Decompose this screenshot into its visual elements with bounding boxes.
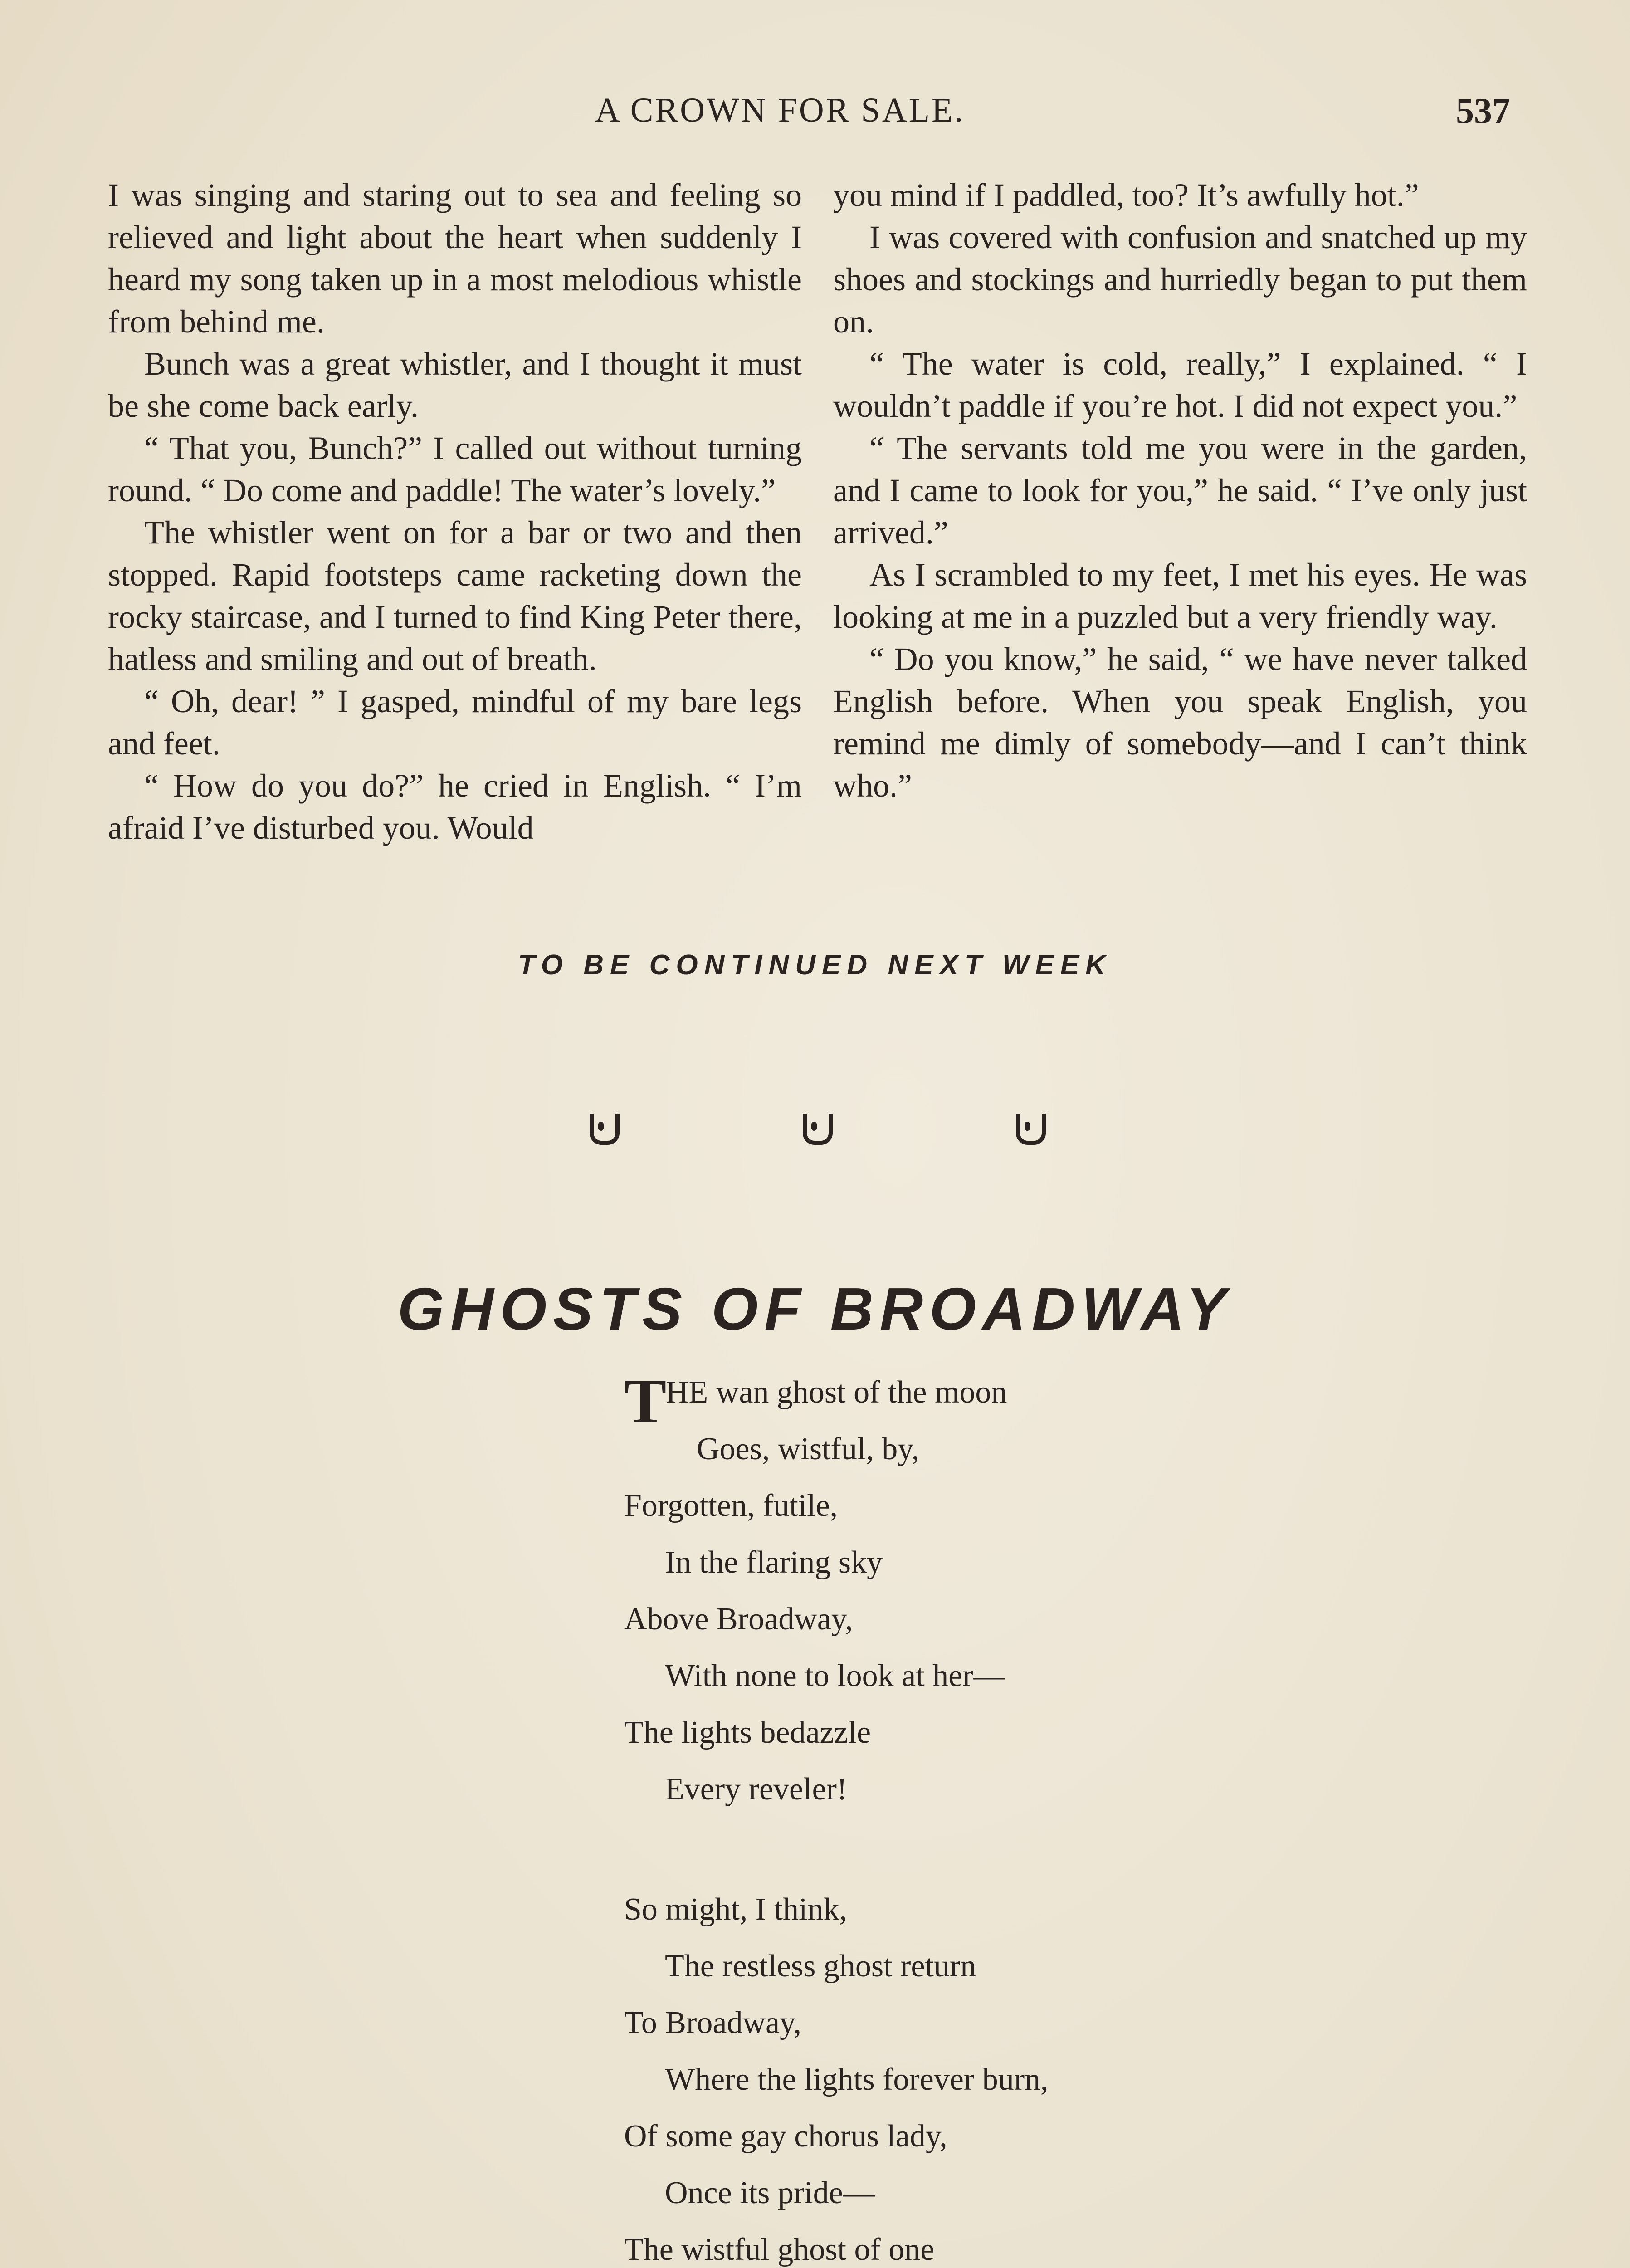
poem-line: The lights bedazzle xyxy=(624,1715,871,1750)
paragraph: Bunch was a great whistler, and I thought it must be she come back early. xyxy=(108,346,802,424)
paragraph: “ How do you do?” he cried in English. “ I’m afraid I’ve disturbed you. Would xyxy=(108,767,802,846)
story-column-right xyxy=(833,174,1527,807)
running-title: A CROWN FOR SALE. xyxy=(595,91,965,129)
poem-line: HE wan ghost of the moon xyxy=(666,1375,1007,1410)
poem-line: Once its pride— xyxy=(665,2175,875,2210)
drop-cap: T xyxy=(624,1366,667,1437)
story-column-left xyxy=(108,174,802,849)
paragraph: “ Do you know,” he said, “ we have never talked English before. When you speak English, you remind me dimly of somebody—and I can’t think who.” xyxy=(833,641,1527,804)
paragraph: “ Oh, dear! ” I gasped, mindful of my bare legs and feet. xyxy=(108,683,802,762)
paragraph: you mind if I paddled, too? It’s awfully hot.” xyxy=(833,177,1419,213)
poem-line: In the flaring sky xyxy=(665,1545,883,1580)
poem-line: Above Broadway, xyxy=(624,1602,853,1637)
section-divider xyxy=(567,1114,1111,1154)
poem-line: Goes, wistful, by, xyxy=(697,1432,920,1466)
poem-line: To Broadway, xyxy=(624,2005,802,2040)
ornament-icon xyxy=(803,1114,833,1145)
continued-notice: TO BE CONTINUED NEXT WEEK xyxy=(518,949,1112,981)
poem-line: Forgotten, futile, xyxy=(624,1488,838,1523)
paragraph: The whistler went on for a bar or two and then stopped. Rapid footsteps came racketing down the rocky staircase, and I turned to find King Peter there, hatless and smiling and out of breath. xyxy=(108,514,802,677)
poem-line: So might, I think, xyxy=(624,1892,847,1927)
poem-line: The restless ghost return xyxy=(665,1949,976,1984)
ornament-icon xyxy=(590,1114,620,1145)
paragraph: “ That you, Bunch?” I called out without turning round. “ Do come and paddle! The water’s lovely.” xyxy=(108,430,802,508)
page-number: 537 xyxy=(1456,91,1510,131)
poem-line: With none to look at her— xyxy=(665,1658,1005,1693)
poem-line: The wistful ghost of one xyxy=(624,2232,935,2267)
paragraph: As I scrambled to my feet, I met his eyes. He was looking at me in a puzzled but a very friendly way. xyxy=(833,557,1527,635)
paragraph: I was covered with confusion and snatched up my shoes and stockings and hurriedly began to put them on. xyxy=(833,219,1527,340)
paragraph: “ The servants told me you were in the garden, and I came to look for you,” he said. “ I’ve only just arrived.” xyxy=(833,430,1527,551)
poem-title: GHOSTS OF BROADWAY xyxy=(397,1276,1233,1342)
paragraph: “ The water is cold, really,” I explained. “ I wouldn’t paddle if you’re hot. I did not expect you.” xyxy=(833,346,1527,424)
paragraph: I was singing and staring out to sea and feeling so relieved and light about the heart when suddenly I heard my song taken up in a most melodious whistle from behind me. xyxy=(108,177,802,340)
poem-line: Of some gay chorus lady, xyxy=(624,2119,947,2154)
poem-line: Where the lights forever burn, xyxy=(665,2062,1049,2097)
poem-line: Every reveler! xyxy=(665,1772,848,1807)
ornament-icon xyxy=(1016,1114,1046,1145)
